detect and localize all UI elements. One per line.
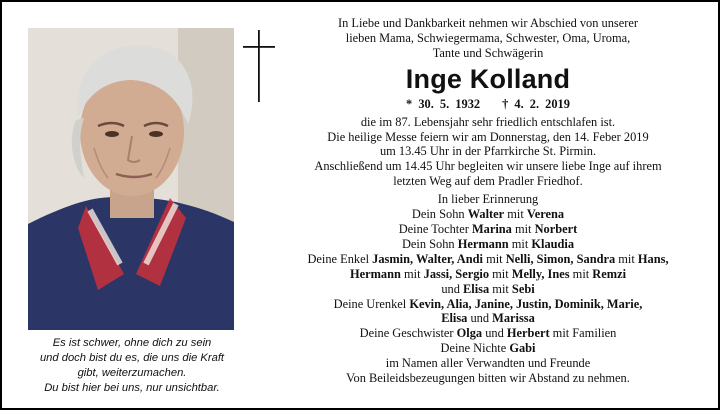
- message-line: Die heilige Messe feiern wir am Donnerstag, den 14. Feber 2019: [327, 129, 649, 144]
- grandchildren-line: Deine Enkel Jasmin, Walter, Andi mit Nelli, Simon, Sandra mit Hans,: [307, 251, 669, 266]
- grandchildren-line: Hermann mit Jassi, Sergio mit Melly, Ines mit Remzi: [349, 266, 627, 281]
- great-grandchildren-line: Elisa und Marissa: [441, 311, 535, 326]
- intro-line: In Liebe und Dankbarkeit nehmen wir Abschied von unserer: [337, 16, 639, 30]
- condolence-note: Von Beileidsbezeugungen bitten wir Abstand zu nehmen.: [346, 371, 630, 386]
- message-line: Anschließend um 14.45 Uhr begleiten wir unsere liebe Inge auf ihrem: [314, 159, 662, 174]
- family-daughter-line: Deine Tochter Marina mit Norbert: [398, 221, 578, 236]
- notice-text: [274, 16, 702, 386]
- birth-date: * 30. 5. 1932: [406, 96, 481, 111]
- life-dates: [274, 97, 702, 112]
- intro-line: Tante und Schwägerin: [432, 45, 544, 60]
- grandchildren-line: und Elisa mit Sebi: [441, 281, 535, 296]
- great-grandchildren-line: Deine Urenkel Kevin, Alia, Janine, Justin, Dominik, Marie,: [333, 296, 643, 311]
- deceased-name: Inge Kolland: [405, 63, 571, 94]
- message-line: die im 87. Lebensjahr sehr friedlich entschlafen ist.: [360, 114, 616, 129]
- verse-line: gibt, weiterzumachen.: [77, 367, 187, 379]
- siblings-line: Deine Geschwister Olga und Herbert mit Familien: [359, 326, 617, 341]
- verse-line: und doch bist du es, die uns die Kraft: [39, 352, 225, 364]
- relatives-line: im Namen aller Verwandten und Freunde: [385, 356, 591, 371]
- verse-line: Du bist hier bei uns, nur unsichtbar.: [44, 382, 220, 394]
- family-son-line: Dein Sohn Hermann mit Klaudia: [401, 236, 575, 251]
- verse-line: Es ist schwer, ohne dich zu sein: [52, 337, 212, 349]
- niece-line: Deine Nichte Gabi: [440, 341, 536, 356]
- death-date: † 4. 2. 2019: [502, 96, 570, 111]
- portrait-photo: [28, 28, 234, 330]
- memory-heading: In lieber Erinnerung: [437, 192, 539, 207]
- message-line: letzten Weg auf dem Pradler Friedhof.: [393, 174, 583, 189]
- consolation-verse: [16, 336, 248, 396]
- portrait-illustration: [28, 28, 234, 330]
- cross-icon: [243, 30, 275, 102]
- intro-line: lieben Mama, Schwiegermama, Schwester, Oma, Uroma,: [345, 30, 631, 45]
- message-line: um 13.45 Uhr in der Pfarrkirche St. Pirmin.: [379, 144, 597, 159]
- family-son-line: Dein Sohn Walter mit Verena: [411, 207, 565, 222]
